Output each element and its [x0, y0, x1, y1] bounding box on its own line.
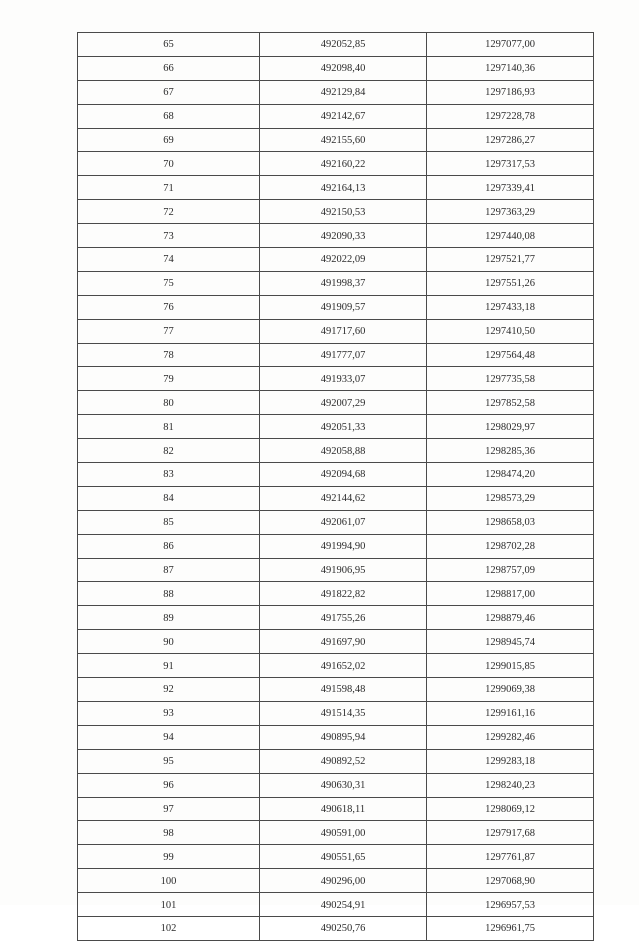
- point-number-cell: 90: [78, 630, 260, 654]
- table-row: [78, 654, 594, 678]
- y-coordinate-cell: 1298285,36: [427, 439, 594, 463]
- point-number-cell: 98: [78, 821, 260, 845]
- table-row: [78, 248, 594, 272]
- x-coordinate-cell: 491755,26: [260, 606, 427, 630]
- x-coordinate-cell: 490551,65: [260, 845, 427, 869]
- y-coordinate-cell: 1298658,03: [427, 510, 594, 534]
- x-coordinate-cell: 492058,88: [260, 439, 427, 463]
- point-number-cell: 85: [78, 510, 260, 534]
- y-coordinate-cell: 1299282,46: [427, 725, 594, 749]
- table-row: [78, 725, 594, 749]
- y-coordinate-cell: 1298240,23: [427, 773, 594, 797]
- table-row: [78, 200, 594, 224]
- y-coordinate-cell: 1299069,38: [427, 678, 594, 702]
- y-coordinate-cell: 1297564,48: [427, 343, 594, 367]
- y-coordinate-cell: 1297917,68: [427, 821, 594, 845]
- table-row: [78, 845, 594, 869]
- x-coordinate-cell: 490254,91: [260, 893, 427, 917]
- table-row: [78, 439, 594, 463]
- table-row: [78, 295, 594, 319]
- table-row: [78, 271, 594, 295]
- x-coordinate-cell: 491598,48: [260, 678, 427, 702]
- y-coordinate-cell: 1298879,46: [427, 606, 594, 630]
- table-row: [78, 773, 594, 797]
- x-coordinate-cell: 491933,07: [260, 367, 427, 391]
- y-coordinate-cell: 1297410,50: [427, 319, 594, 343]
- x-coordinate-cell: 492150,53: [260, 200, 427, 224]
- y-coordinate-cell: 1297286,27: [427, 128, 594, 152]
- x-coordinate-cell: 491697,90: [260, 630, 427, 654]
- point-number-cell: 94: [78, 725, 260, 749]
- point-number-cell: 76: [78, 295, 260, 319]
- point-number-cell: 87: [78, 558, 260, 582]
- y-coordinate-cell: 1297521,77: [427, 248, 594, 272]
- point-number-cell: 71: [78, 176, 260, 200]
- x-coordinate-cell: 490618,11: [260, 797, 427, 821]
- point-number-cell: 73: [78, 224, 260, 248]
- point-number-cell: 68: [78, 104, 260, 128]
- x-coordinate-cell: 492160,22: [260, 152, 427, 176]
- table-row: [78, 534, 594, 558]
- table-row: [78, 33, 594, 57]
- y-coordinate-cell: 1297735,58: [427, 367, 594, 391]
- point-number-cell: 86: [78, 534, 260, 558]
- x-coordinate-cell: 490591,00: [260, 821, 427, 845]
- x-coordinate-cell: 492052,85: [260, 33, 427, 57]
- table-row: [78, 510, 594, 534]
- table-row: [78, 56, 594, 80]
- y-coordinate-cell: 1298029,97: [427, 415, 594, 439]
- x-coordinate-cell: 491998,37: [260, 271, 427, 295]
- y-coordinate-cell: 1297068,90: [427, 869, 594, 893]
- point-number-cell: 89: [78, 606, 260, 630]
- x-coordinate-cell: 491822,82: [260, 582, 427, 606]
- table-row: [78, 916, 594, 940]
- table-row: [78, 224, 594, 248]
- x-coordinate-cell: 491906,95: [260, 558, 427, 582]
- point-number-cell: 81: [78, 415, 260, 439]
- coordinates-table-body: [78, 33, 594, 941]
- table-row: [78, 176, 594, 200]
- y-coordinate-cell: 1299015,85: [427, 654, 594, 678]
- table-row: [78, 606, 594, 630]
- y-coordinate-cell: 1298945,74: [427, 630, 594, 654]
- table-row: [78, 749, 594, 773]
- x-coordinate-cell: 490296,00: [260, 869, 427, 893]
- x-coordinate-cell: 490892,52: [260, 749, 427, 773]
- x-coordinate-cell: 491652,02: [260, 654, 427, 678]
- x-coordinate-cell: 492022,09: [260, 248, 427, 272]
- point-number-cell: 82: [78, 439, 260, 463]
- y-coordinate-cell: 1297140,36: [427, 56, 594, 80]
- x-coordinate-cell: 492155,60: [260, 128, 427, 152]
- point-number-cell: 97: [78, 797, 260, 821]
- point-number-cell: 77: [78, 319, 260, 343]
- x-coordinate-cell: 492144,62: [260, 486, 427, 510]
- table-row: [78, 319, 594, 343]
- point-number-cell: 88: [78, 582, 260, 606]
- y-coordinate-cell: 1298757,09: [427, 558, 594, 582]
- point-number-cell: 69: [78, 128, 260, 152]
- y-coordinate-cell: 1299161,16: [427, 701, 594, 725]
- table-row: [78, 558, 594, 582]
- point-number-cell: 70: [78, 152, 260, 176]
- point-number-cell: 93: [78, 701, 260, 725]
- point-number-cell: 80: [78, 391, 260, 415]
- point-number-cell: 74: [78, 248, 260, 272]
- table-row: [78, 367, 594, 391]
- x-coordinate-cell: 492098,40: [260, 56, 427, 80]
- point-number-cell: 91: [78, 654, 260, 678]
- x-coordinate-cell: 491514,35: [260, 701, 427, 725]
- y-coordinate-cell: 1296957,53: [427, 893, 594, 917]
- point-number-cell: 101: [78, 893, 260, 917]
- y-coordinate-cell: 1297440,08: [427, 224, 594, 248]
- x-coordinate-cell: 492051,33: [260, 415, 427, 439]
- y-coordinate-cell: 1297339,41: [427, 176, 594, 200]
- table-row: [78, 343, 594, 367]
- table-row: [78, 415, 594, 439]
- x-coordinate-cell: 492061,07: [260, 510, 427, 534]
- x-coordinate-cell: 491909,57: [260, 295, 427, 319]
- point-number-cell: 95: [78, 749, 260, 773]
- point-number-cell: 83: [78, 463, 260, 487]
- x-coordinate-cell: 492129,84: [260, 80, 427, 104]
- table-row: [78, 152, 594, 176]
- x-coordinate-cell: 490250,76: [260, 916, 427, 940]
- table-row: [78, 128, 594, 152]
- table-row: [78, 391, 594, 415]
- y-coordinate-cell: 1298817,00: [427, 582, 594, 606]
- x-coordinate-cell: 492090,33: [260, 224, 427, 248]
- x-coordinate-cell: 490895,94: [260, 725, 427, 749]
- table-row: [78, 463, 594, 487]
- y-coordinate-cell: 1297317,53: [427, 152, 594, 176]
- table-row: [78, 701, 594, 725]
- coordinates-table: [77, 32, 594, 941]
- table-row: [78, 104, 594, 128]
- table-row: [78, 797, 594, 821]
- x-coordinate-cell: 492007,29: [260, 391, 427, 415]
- y-coordinate-cell: 1299283,18: [427, 749, 594, 773]
- table-row: [78, 80, 594, 104]
- x-coordinate-cell: 491717,60: [260, 319, 427, 343]
- table-row: [78, 869, 594, 893]
- point-number-cell: 99: [78, 845, 260, 869]
- y-coordinate-cell: 1296961,75: [427, 916, 594, 940]
- table-row: [78, 678, 594, 702]
- point-number-cell: 96: [78, 773, 260, 797]
- x-coordinate-cell: 490630,31: [260, 773, 427, 797]
- point-number-cell: 84: [78, 486, 260, 510]
- y-coordinate-cell: 1298573,29: [427, 486, 594, 510]
- y-coordinate-cell: 1298474,20: [427, 463, 594, 487]
- table-row: [78, 582, 594, 606]
- y-coordinate-cell: 1297186,93: [427, 80, 594, 104]
- y-coordinate-cell: 1297551,26: [427, 271, 594, 295]
- point-number-cell: 72: [78, 200, 260, 224]
- y-coordinate-cell: 1297363,29: [427, 200, 594, 224]
- point-number-cell: 102: [78, 916, 260, 940]
- y-coordinate-cell: 1297077,00: [427, 33, 594, 57]
- point-number-cell: 66: [78, 56, 260, 80]
- x-coordinate-cell: 492164,13: [260, 176, 427, 200]
- x-coordinate-cell: 492142,67: [260, 104, 427, 128]
- y-coordinate-cell: 1297433,18: [427, 295, 594, 319]
- y-coordinate-cell: 1298702,28: [427, 534, 594, 558]
- y-coordinate-cell: 1297761,87: [427, 845, 594, 869]
- point-number-cell: 100: [78, 869, 260, 893]
- y-coordinate-cell: 1298069,12: [427, 797, 594, 821]
- table-row: [78, 630, 594, 654]
- point-number-cell: 75: [78, 271, 260, 295]
- point-number-cell: 92: [78, 678, 260, 702]
- point-number-cell: 67: [78, 80, 260, 104]
- table-row: [78, 486, 594, 510]
- table-row: [78, 821, 594, 845]
- x-coordinate-cell: 491994,90: [260, 534, 427, 558]
- x-coordinate-cell: 491777,07: [260, 343, 427, 367]
- point-number-cell: 78: [78, 343, 260, 367]
- point-number-cell: 79: [78, 367, 260, 391]
- y-coordinate-cell: 1297852,58: [427, 391, 594, 415]
- x-coordinate-cell: 492094,68: [260, 463, 427, 487]
- y-coordinate-cell: 1297228,78: [427, 104, 594, 128]
- point-number-cell: 65: [78, 33, 260, 57]
